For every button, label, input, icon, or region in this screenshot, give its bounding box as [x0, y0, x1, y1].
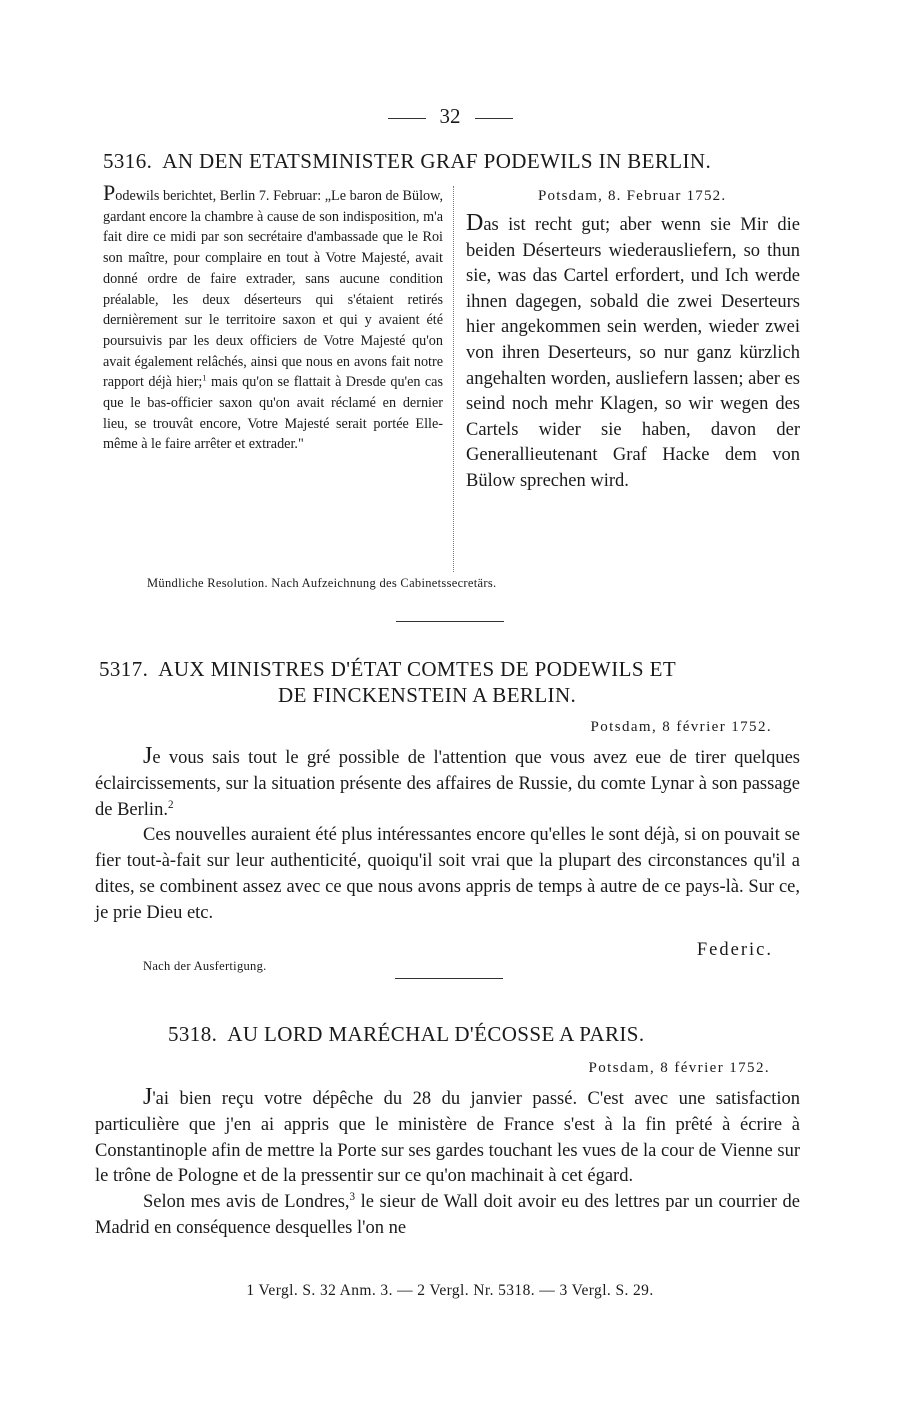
- doc-title-line1: AUX MINISTRES D'ÉTAT COMTES DE PODEWILS ET: [158, 657, 677, 681]
- dateline: Potsdam, 8 février 1752.: [590, 719, 772, 735]
- footnote-ref: 1: [202, 372, 207, 383]
- paragraph: [95, 744, 800, 823]
- drop-letter: D: [466, 210, 484, 236]
- doc-title: AU LORD MARÉCHAL D'ÉCOSSE A PARIS.: [227, 1022, 645, 1046]
- source-note: Mündliche Resolution. Nach Aufzeichnung des Cabinetssecretärs.: [147, 576, 497, 590]
- paragraph-text: Ces nouvelles auraient été plus intéressantes encore qu'elles le sont déjà, si on pouvait se fier tout-à-fait sur leur authenticité, quoiqu'il soit vrai que la plupart des circonstances qu'il a dites, se combinent assez avec ce que nous avons appris de temps à autre de ce pays-là. Sur ce, je prie Dieu etc.: [95, 825, 800, 923]
- paragraph-text: 'ai bien reçu votre dépêche du 28 du janvier passé. C'est avec une satisfaction particulière que j'en ai appris que le ministère de France s'est à la fin prêté à écrire à Constantinople afin de mettre la Porte sur ses gardes touchant les vues de la cour de Vienne sur le trône de Pologne et de la pressentir sur ce qu'on machinait à cet égard.: [95, 1089, 800, 1187]
- page-number-line: [0, 104, 900, 129]
- paragraph: [95, 1085, 800, 1190]
- footnote-ref: 3: [349, 1191, 356, 1204]
- source-note: Nach der Ausfertigung.: [143, 959, 267, 973]
- report-summary: [103, 180, 443, 455]
- letter-body: [95, 744, 800, 927]
- footnotes: 1 Vergl. S. 32 Anm. 3. — 2 Vergl. Nr. 5318. — 3 Vergl. S. 29.: [246, 1282, 654, 1299]
- page-number: 32: [439, 104, 461, 128]
- drop-letter: J: [143, 743, 153, 769]
- signature: Federic.: [696, 940, 773, 960]
- paragraph: [95, 1190, 800, 1242]
- drop-letter: P: [103, 180, 116, 205]
- resolution-text: [466, 186, 800, 495]
- report-text-cont: mais qu'on se flattait à Dresde qu'en cas que le bas-officier saxon qu'on avait réclamé en dernier lieu, se trouvât encore, Votre Majesté serait portée Elle-même à le faire arrêter et extrader.": [103, 374, 443, 453]
- heading-5317-line2: [278, 683, 576, 708]
- doc-title-line2: DE FINCKENSTEIN A BERLIN.: [278, 683, 577, 707]
- dash-right: [475, 118, 513, 119]
- resolution-body: as ist recht gut; aber wenn sie Mir die beiden Déserteurs wiederausliefern, so thun sie, was das Cartel erfordert, und Ich werde ihnen dagegen, sobald die zwei Deserteurs hier angekommen sein werden, wieder zwei von ihren Deserteurs, so nur ganz kürzlich angehalten worden, ausliefern lassen; aber es seind noch mehr Klagen, so wir wegen des Cartels wider sie haben, davon der Generallieutenant Graf Hacke dem von Bülow sprechen wird.: [466, 215, 800, 491]
- dateline: Potsdam, 8 février 1752.: [588, 1060, 770, 1076]
- heading-5316: [103, 149, 711, 174]
- dateline: Potsdam, 8. Februar 1752.: [538, 188, 727, 204]
- column-divider: [453, 186, 454, 572]
- paragraph: [95, 823, 800, 926]
- report-text: odewils berichtet, Berlin 7. Februar: „Le baron de Bülow, gardant encore la chambre à cause de son indisposition, m'a fait dire ce midi par son secrétaire d'ambassade que le Roi son maître, pour complaire en tout à Votre Majesté, avait donné ordre de faire extrader, sans aucune condition préalable, les deux déserteurs qui s'étaient retirés dernièrement sur le territoire saxon et qui y avaient été poursuivis par les deux officiers de Votre Majesté qu'on avait également relâchés, ainsi que nous en avons fait notre rapport déjà hier;: [103, 188, 443, 391]
- paragraph-text: e vous sais tout le gré possible de l'attention que vous avez eue de tirer quelques éclaircissements, sur la situation présente des affaires de Russie, du comte Lynar à son passage de Berlin.: [95, 748, 800, 820]
- letter-body: [95, 1085, 800, 1242]
- heading-5318: [168, 1022, 645, 1047]
- section-rule: [395, 978, 503, 979]
- doc-number: 5316.: [103, 149, 153, 173]
- drop-letter: J: [143, 1084, 153, 1110]
- paragraph-text-cont: le sieur de Wall doit avoir eu des lettres par un courrier de Madrid en conséquence desquelles l'on ne: [95, 1192, 800, 1238]
- heading-5317: [99, 657, 676, 682]
- section-rule: [396, 621, 504, 622]
- footnote-ref: 2: [167, 798, 174, 811]
- paragraph-text: Selon mes avis de Londres,: [143, 1192, 350, 1213]
- doc-title: AN DEN ETATSMINISTER GRAF PODEWILS IN BERLIN.: [162, 149, 712, 173]
- doc-number: 5317.: [99, 657, 149, 681]
- dash-left: [388, 118, 426, 119]
- doc-number: 5318.: [168, 1022, 218, 1046]
